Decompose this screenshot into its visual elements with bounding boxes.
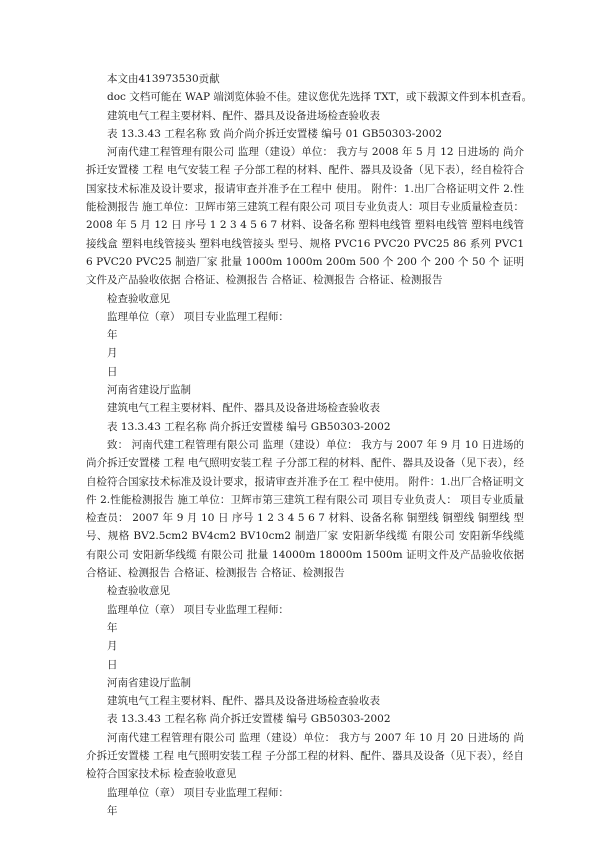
date-year-2: 年 bbox=[107, 621, 118, 634]
form-body-3: 河南代建工程管理有限公司 监理（建设）单位： 我方与 2007 年 10 月 20 日进场的 尚介拆迁安置楼 工程 电气照明安装工程 子分部工程的材料、配件、器具及设备（见下表），经自检符合国家技术标 检查验收意见 bbox=[86, 731, 524, 781]
table-header-line-2: 表 13.3.43 工程名称 尚介拆迁安置楼 编号 GB50303-2002 bbox=[107, 420, 391, 433]
form-title-3: 建筑电气工程主要材料、配件、器具及设备进场检查验收表 bbox=[107, 695, 380, 708]
supervisor-signature-line-2: 监理单位（章） 项目专业监理工程师： bbox=[107, 603, 289, 616]
date-day-1: 日 bbox=[107, 365, 118, 378]
table-header-line-1: 表 13.3.43 工程名称 致 尚介尚介拆迁安置楼 编号 01 GB50303-2002 bbox=[107, 127, 443, 140]
form-body-1: 河南代建工程管理有限公司 监理（建设）单位： 我方与 2008 年 5 月 12 日进场的 尚介拆迁安置楼 工程 电气安装工程 子分部工程的材料、配件、器具及设备（见下表），经自检符合国家技术标准及设计要求，报请审查并准予在工程中 使用。 附件：1.出厂合格证明文件 2.性能检测报告 施工单位：卫辉市第三建筑工程有限公司 项目专业负责人：项目专业质量检查员：2008 年 5 月 12 日 序号 1 2 3 4 5 6 7 材料、设备名称 塑料电线管 塑料电线管 塑料电线管 接线盒 塑料电线管接头 塑料电线管接头 型号、规格 PVC16 PVC20 PVC25 86 系列 PVC16 PVC20 PVC25 制造厂家 批量 1000m 1000m 200m 500 个 200 个 200 个 50 个 证明文件及产品验收依据 合格证、检测报告 合格证、检测报告 合格证、检测报告 bbox=[86, 146, 524, 287]
contributor-line: 本文由413973530贡献 bbox=[107, 73, 220, 85]
date-day-2: 日 bbox=[107, 658, 118, 671]
inspection-opinion-label-2: 检查验收意见 bbox=[107, 585, 170, 598]
inspection-opinion-label-1: 检查验收意见 bbox=[107, 292, 170, 305]
form-title-2: 建筑电气工程主要材料、配件、器具及设备进场检查验收表 bbox=[107, 402, 380, 415]
date-year-1: 年 bbox=[107, 329, 118, 342]
supervisor-signature-line-1: 监理单位（章） 项目专业监理工程师： bbox=[107, 310, 289, 323]
document-page bbox=[86, 70, 533, 820]
date-year-3: 年 bbox=[107, 804, 118, 817]
form-body-2: 致： 河南代建工程管理有限公司 监理（建设）单位： 我方与 2007 年 9 月 10 日进场的 尚介拆迁安置楼 工程 电气照明安装工程 子分部工程的材料、配件、器具及设备（见下表），经自检符合国家技术标准及设计要求，报请审查并准予在工 程中使用。 附件：1.出厂合格证明文件 2.性能检测报告 施工单位：卫辉市第三建筑工程有限公司 项目专业负责人： 项目专业质量检查员： 2007 年 9 月 10 日 序号 1 2 3 4 5 6 7 材料、设备名称 铜塑线 铜塑线 铜塑线 型号、规格 BV2.5cm2 BV4cm2 BV10cm2 制造厂家 安阳新华线缆 有限公司 安阳新华线缆 有限公司 安阳新华线缆 有限公司 批量 14000m 18000m 1500m 证明文件及产品验收依据 合格证、检测报告 合格证、检测报告 合格证、检测报告 bbox=[86, 438, 524, 580]
table-header-line-3: 表 13.3.43 工程名称 尚介拆迁安置楼 编号 GB50303-2002 bbox=[107, 713, 391, 726]
issuer-footer-1: 河南省建设厅监制 bbox=[107, 384, 191, 397]
issuer-footer-2: 河南省建设厅监制 bbox=[107, 676, 191, 689]
supervisor-signature-line-3: 监理单位（章） 项目专业监理工程师： bbox=[107, 786, 289, 799]
doc-format-note: doc 文档可能在 WAP 端浏览体验不佳。建议您优先选择 TXT，或下载源文件到本机查看。 bbox=[107, 91, 533, 104]
date-month-1: 月 bbox=[107, 347, 118, 360]
form-title-1: 建筑电气工程主要材料、配件、器具及设备进场检查验收表 bbox=[107, 109, 380, 122]
date-month-2: 月 bbox=[107, 640, 118, 653]
